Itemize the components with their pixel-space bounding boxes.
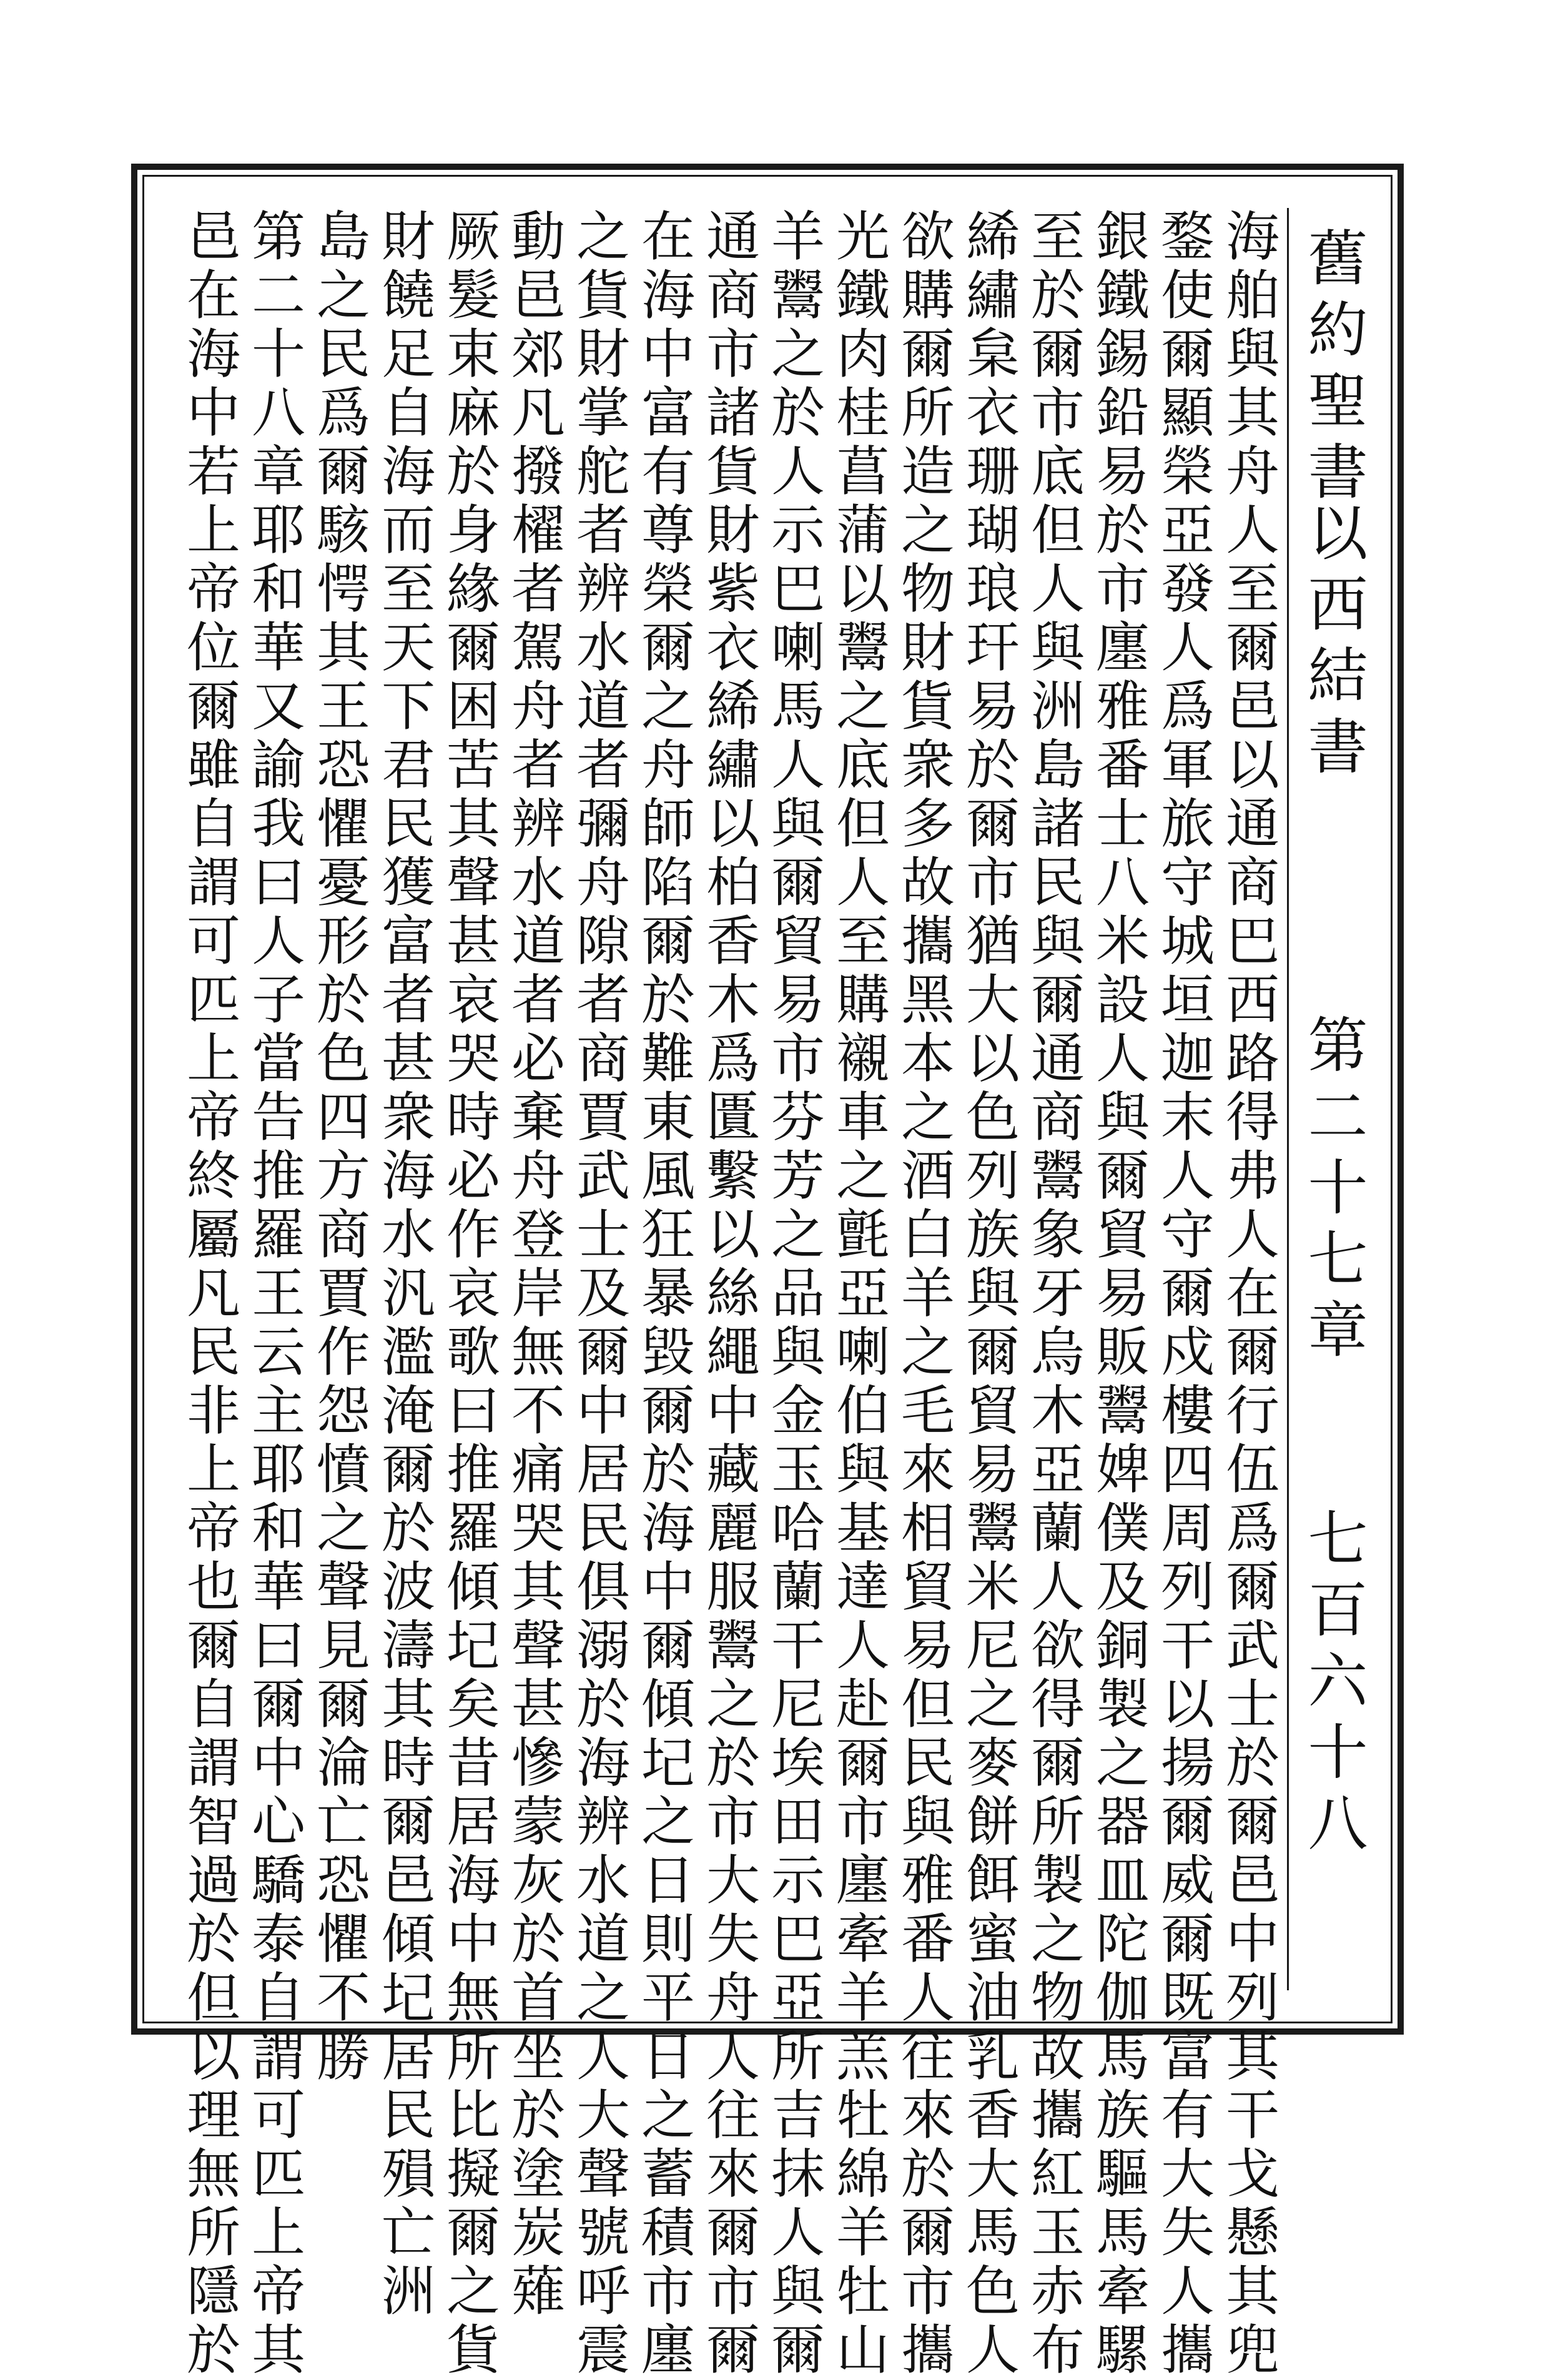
text-column: 絺繡枲衣珊瑚琅玕易於爾市猶大以色列族與爾貿易鬻米尼之麥餅餌蜜油乳香大馬色人 (957, 208, 1019, 2380)
page-number: 七百六十八 (1298, 1507, 1368, 1863)
text-column: 鍪使爾顯榮亞發人爲軍旅守城垣迦末人守爾戍樓四周列干以揚爾威爾既富有大失人攜 (1151, 208, 1214, 2380)
book-subtitle: 以西結書 (1298, 501, 1368, 786)
text-column: 厥髮束麻於身緣爾困苦其聲甚哀哭時必作哀歌曰推羅傾圮矣昔居海中無所比擬爾之貨 (437, 208, 500, 2380)
book-title: 舊約聖書 (1298, 227, 1368, 511)
text-column: 在海中富有尊榮爾之舟師陷爾於難東風狂暴毀爾於海中爾傾圮之日則平日之蓄積市廛 (632, 208, 694, 2380)
text-column: 羊鬻之於人示巴喇馬人與爾貿易市芬芳之品與金玉哈蘭干尼埃田示巴亞所吉抹人與爾 (762, 208, 824, 2380)
text-column: 海舶與其舟人至爾邑以通商巴西路得弗人在爾行伍爲爾武士於爾邑中列其干戈懸其兜 (1216, 208, 1279, 2380)
text-column: 邑在海中若上帝位爾雖自謂可匹上帝終屬凡民非上帝也爾自謂智過於但以理無所隱於 (177, 208, 240, 2380)
text-column: 光鐵肉桂菖蒲以鬻之底但人至購襯車之氈亞喇伯與基達人赴爾市廛牽羊羔牡綿羊牡山 (827, 208, 889, 2380)
text-column: 動邑郊凡撥櫂者駕舟者辨水道者必棄舟登岸無不痛哭其聲甚慘蒙灰於首坐於塗炭薙 (502, 208, 564, 2321)
running-header (1287, 208, 1401, 1990)
text-column: 財饒足自海而至天下君民獲富者甚衆海水汎濫淹爾於波濤其時爾邑傾圮居民殞亡洲 (372, 208, 435, 2321)
text-column: 之貨財掌舵者辨水道者彌舟隙者商賈武士及爾中居民俱溺於海辨水道之人大聲號呼震 (567, 208, 629, 2380)
text-column: 欲購爾所造之物財貨衆多故攜黑本之酒白羊之毛來相貿易但民與雅番人往來於爾市攜 (892, 208, 954, 2380)
chapter-heading: 第二十七章 (1298, 1014, 1368, 1370)
text-column: 通商市諸貨財紫衣絺繡以柏香木爲匱繫以絲繩中藏麗服鬻之於市大失舟人往來爾市爾 (697, 208, 759, 2380)
text-column: 至於爾市底但人與洲島諸民與爾通商鬻象牙烏木亞蘭人欲得爾所製之物故攜紅玉赤布 (1022, 208, 1084, 2380)
page-frame (131, 164, 1404, 2380)
body-text (169, 208, 1287, 2380)
text-column: 島之民爲爾駭愕其王恐懼憂形於色四方商賈作怨憤之聲見爾淪亡恐懼不勝 (307, 208, 370, 2086)
text-column: 銀鐵錫鉛易於市廛雅番士八米設人與爾貿易販鬻婢僕及銅製之器皿陀伽馬族驅馬牽騾 (1087, 208, 1149, 2380)
page-frame-inner-rule (142, 175, 1393, 2380)
text-column: 第二十八章耶和華又諭我曰人子當告推羅王云主耶和華曰爾中心驕泰自謂可匹上帝其 (242, 208, 305, 2380)
